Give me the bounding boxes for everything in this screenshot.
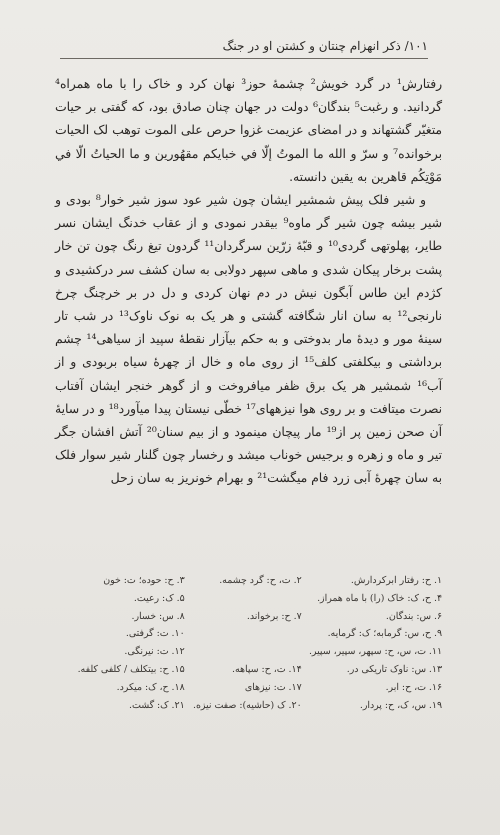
footnote: ۹. ح، س: گرمابه؛ ک: گرمایه. (327, 628, 442, 640)
footnote: ۱۲. ت: نیرنگی. (124, 646, 185, 658)
footnote: ۳. ح: حوده؛ ت: خون (103, 575, 185, 586)
footnote-row (52, 590, 442, 608)
footnote-row (52, 697, 442, 715)
footnote: ۲۱. ک: گشت. (129, 699, 185, 711)
footnote: ۱۳. س: ناوک تاریکی در. (346, 663, 442, 675)
footnote: ۱۱. ت، س، ح: سپهر، سپیر، سپیر. (308, 646, 442, 658)
footnote-row (52, 643, 442, 661)
footnote: ۵. ک: رعیت. (133, 592, 185, 604)
footnote: ۸. س: خسار. (131, 610, 185, 622)
footnote-row (52, 572, 442, 590)
running-title: ۱۰۱/ ذکر انهزام چنتان و کشتن او در جنگ (222, 39, 428, 53)
footnote: ۱۵. ح: بیتکلف / کلفی کلفه. (77, 663, 185, 675)
main-text (55, 73, 442, 491)
footnote: ۴. ح، ک: خاک (را) با ماه همراز. (317, 592, 442, 604)
footnote (185, 625, 302, 643)
footnote: ۱۰. ت: گرفتی. (125, 628, 185, 640)
footnote: ۱۷. ت: نیزهای (244, 681, 302, 693)
footnote: ۱۴. ت، ح: سپاهه. (232, 663, 302, 675)
footnote: ۱۸. ح، ک: میکرد. (116, 681, 185, 693)
footnote: ۷. ح: برخواند. (246, 610, 302, 622)
footnote-row (52, 661, 442, 679)
footnote: ۱. ح: رفتار ابرکردارش. (350, 575, 442, 586)
footnote-row (52, 679, 442, 697)
footnote: ۱۶. ت، ح: ابر. (385, 681, 442, 693)
footnotes (52, 572, 442, 714)
footnote-row (52, 608, 442, 626)
footnote (185, 643, 302, 661)
footnote: ۲. ت، ح: گرد چشمه. (219, 575, 302, 586)
footnote: ۱۹. س، ک، ح: پردار. (359, 699, 442, 711)
footnote: ۶. س: بندگان. (385, 610, 442, 622)
page-header (60, 36, 428, 59)
footnote-row (52, 625, 442, 643)
paragraph-2: و شیر فلک پیش شمشیر ایشان چون شیر عود سوز شیر خوار⁸ بودی و شیر بیشه چون شیر گر ماوه⁹ بیقدر نمودی و از عقاب خدنگ ایشان نسر طایر، پهلوتهی گردی¹⁰ و قبّهٔ زرّین سرگردان¹¹ گردون تیغ رنگ چون تن خار پشت برخار پیکان شدی و ماهی سپهر دولابی به سان کشف سر درکشیدی و کژدم این طاس آبگون نیش در دم نهان کردی و دل در بر خرچنگ چرخ نارنجی¹² به سان انار شگافته گشتی و هر یک به نوک ناوک¹³ در شب تار سینهٔ مور و دیدهٔ مار بدوختی و به حکم بیآزار نقطهٔ سپید از سیاهی¹⁴ چشم برداشتی و بیکلفتی کلف¹⁵ از روی ماه و خال از چهرهٔ سیاه بربودی و از آب¹⁶ شمشیر هر یک برق ظفر میافروخت و از گوهر خنجر ایشان آفتاب نصرت میتافت و بر روی هوا نیزههای¹⁷ خطّی نیستان پیدا میآورد¹⁸ و در سایهٔ آن صحن زمین پر از¹⁹ مار پیچان مینمود و از بیم سنان²⁰ آتش افشان جگر تیر و ماه و زهره و برجیس خوناب میشد و رخسار چون گلنار شیر سوار فلک به سان چهرهٔ آبی زرد فام میگشت²¹ و بهرام خونریز به سان زحل (55, 193, 442, 486)
paragraph-1: رفتارش¹ در گرد خویش² چشمهٔ حوز³ نهان کرد و خاک را با ماه همراه⁴ گردانید. و رغبت⁵ بندگان⁶ دولت در جهان چنان صادق بود، که گفتی بر حیات متغیّر گشتهاند و در امضای عزیمت غزوا حرص علی الموت توهب لک الحیات برخوانده⁷ و سرّ و الله ما الموتُ إلّا في خبايكم مقهُورين و ما الحياتُ الّا في مَوْتِكُم قاهرين به یقین دانسته. (55, 77, 443, 184)
footnote (185, 590, 302, 608)
footnote: ۲۰. ک (حاشیه): صفت نیزه. (192, 699, 302, 711)
